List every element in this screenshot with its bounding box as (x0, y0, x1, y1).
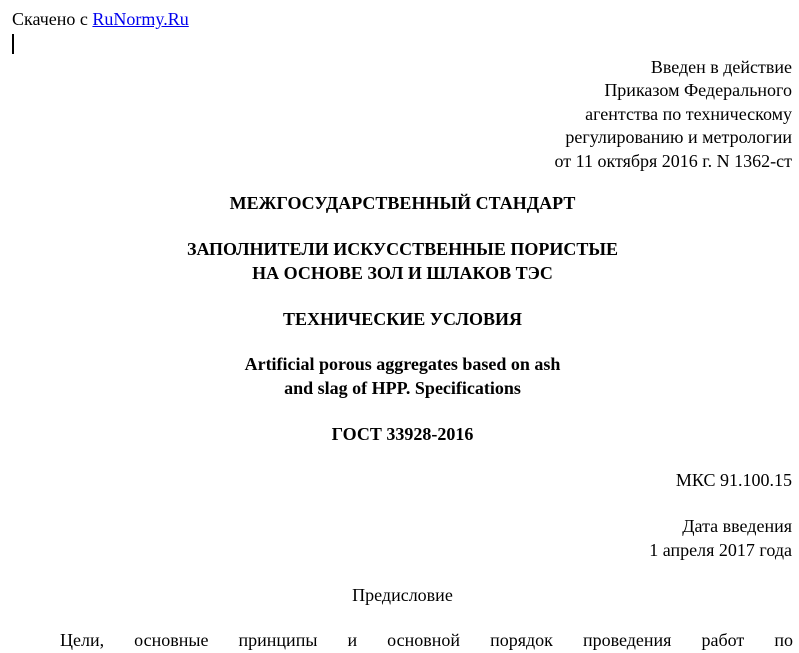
title-line-1: ЗАПОЛНИТЕЛИ ИСКУССТВЕННЫЕ ПОРИСТЫЕ (186, 239, 619, 259)
source-line (12, 8, 189, 30)
effective-date (649, 515, 792, 562)
title-line-2: НА ОСНОВЕ ЗОЛ И ШЛАКОВ ТЭС (252, 262, 553, 283)
document-subtitle: ТЕХНИЧЕСКИЕ УСЛОВИЯ (283, 309, 522, 329)
adoption-line: Приказом Федерального (604, 80, 792, 101)
preface-first-line: Цели, основные принципы и основной порядок проведения работ по (60, 630, 793, 650)
adoption-line: от 11 октября 2016 г. N 1362-ст (554, 150, 792, 171)
source-prefix: Скачено с (12, 9, 88, 29)
preface-heading: Предисловие (352, 585, 453, 605)
standard-type: МЕЖГОСУДАРСТВЕННЫЙ СТАНДАРТ (229, 193, 576, 213)
english-title (0, 353, 799, 400)
date-label: Дата введения (682, 516, 792, 536)
adoption-line: Введен в действие (650, 57, 792, 77)
text-cursor (12, 34, 14, 54)
adoption-block (554, 56, 792, 173)
english-line-1: Artificial porous aggregates based on ash (244, 354, 561, 374)
mks-code: МКС 91.100.15 (675, 470, 792, 490)
adoption-line: регулированию и метрологии (565, 127, 792, 148)
gost-number: ГОСТ 33928-2016 (331, 424, 474, 444)
source-link[interactable]: RuNormy.Ru (92, 9, 189, 29)
english-line-2: and slag of HPP. Specifications (284, 377, 521, 398)
document-title (0, 238, 799, 285)
adoption-line: агентства по техническому (585, 103, 792, 124)
date-value: 1 апреля 2017 года (649, 539, 792, 560)
